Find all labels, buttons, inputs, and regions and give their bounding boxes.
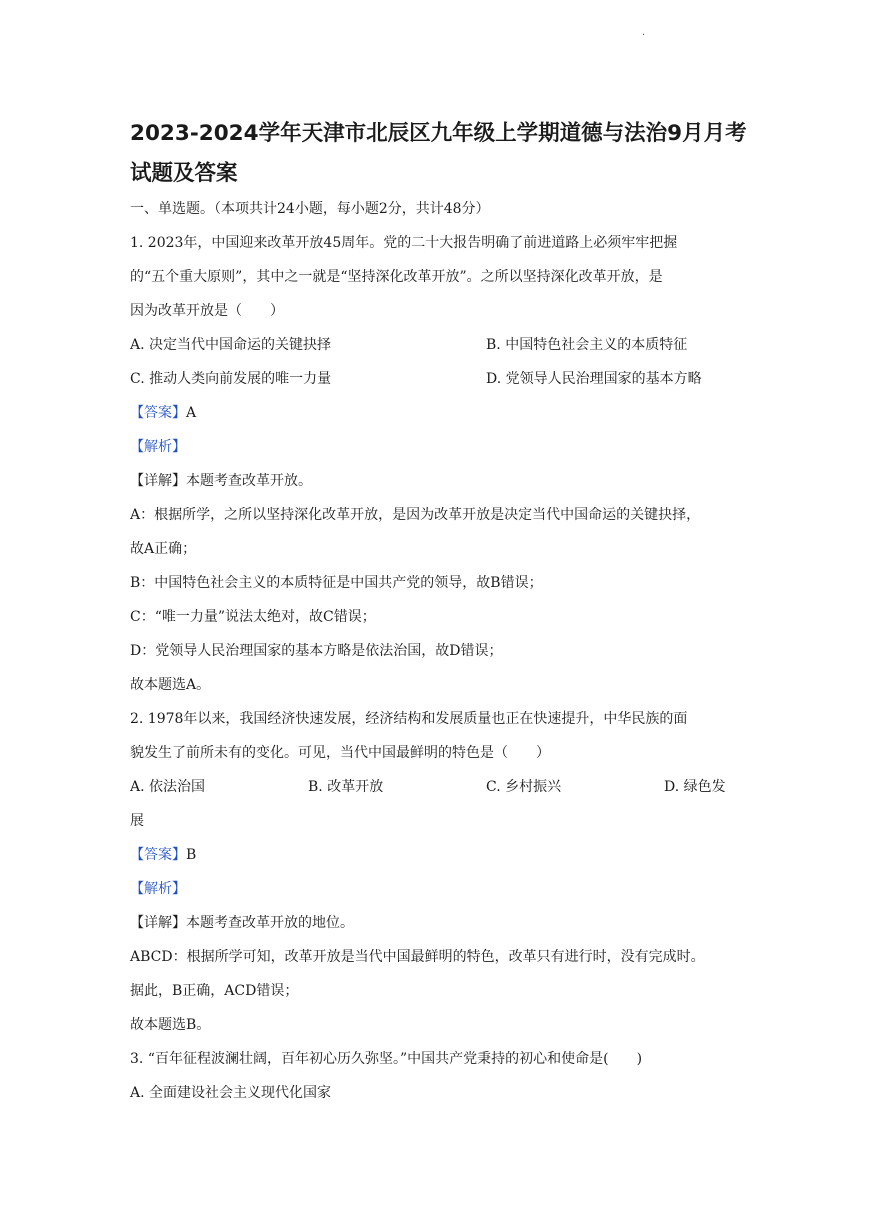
q3-stem: 3. “百年征程波澜壮阔，百年初心历久弥坚。”中国共产党秉持的初心和使命是( ) [130,1051,643,1067]
q3-option-a: A. 全面建设社会主义现代化国家 [130,1085,332,1101]
q1-analysis-tag: 【解析】 [130,439,186,455]
q1-stem-line1: 1. 2023年，中国迎来改革开放45周年。党的二十大报告明确了前进道路上必须牢牢把握 [130,235,678,251]
q1-option-c: C. 推动人类向前发展的唯一力量 [130,371,332,387]
q2-option-d: D. 绿色发 [664,779,726,795]
q2-option-a: A. 依法治国 [130,779,206,795]
header-mark: · [642,30,646,41]
q1-conclusion: 故本题选A。 [130,677,211,693]
q2-option-b: B. 改革开放 [308,779,384,795]
section-heading: 一、单选题。（本项共计24小题，每小题2分，共计48分） [130,201,490,217]
q2-explanation-line1: ABCD：根据所学可知，改革开放是当代中国最鲜明的特色，改革只有进行时，没有完成时。 [130,949,705,965]
q2-option-c: C. 乡村振兴 [486,779,562,795]
q2-answer [130,845,196,865]
q1-option-d: D. 党领导人民治理国家的基本方略 [486,371,702,387]
q1-detail: 【详解】本题考查改革开放。 [130,473,312,489]
answer-tag: 【答案】 [130,405,186,421]
q2-conclusion: 故本题选B。 [130,1017,211,1033]
q1-stem-line3: 因为改革开放是（ ） [130,303,284,319]
q1-explanation-b: B：中国特色社会主义的本质特征是中国共产党的领导，故B错误； [130,575,543,591]
answer-value: A [186,405,197,421]
q1-explanation-a-line1: A：根据所学，之所以坚持深化改革开放，是因为改革开放是决定当代中国命运的关键抉择， [130,507,701,523]
answer-value: B [186,847,197,863]
answer-tag: 【答案】 [130,847,186,863]
q1-explanation-c: C：“唯一力量”说法太绝对，故C错误； [130,609,376,625]
q1-explanation-d: D：党领导人民治理国家的基本方略是依法治国，故D错误； [130,643,503,659]
q2-detail: 【详解】本题考查改革开放的地位。 [130,915,354,931]
q2-analysis-tag: 【解析】 [130,881,186,897]
q2-stem-line2: 貌发生了前所未有的变化。可见，当代中国最鲜明的特色是（ ） [130,745,550,761]
q1-stem-line2: 的“五个重大原则”，其中之一就是“坚持深化改革开放”。之所以坚持深化改革开放，是 [130,269,663,285]
q2-option-d-wrap: 展 [130,813,144,829]
q1-option-b: B. 中国特色社会主义的本质特征 [486,337,688,353]
q2-stem-line1: 2. 1978年以来，我国经济快速发展，经济结构和发展质量也正在快速提升，中华民族的面 [130,711,688,727]
page-title: 2023-2024学年天津市北辰区九年级上学期道德与法治9月月考试题及答案 [130,121,747,186]
q1-explanation-a-line2: 故A正确； [130,541,197,557]
q1-answer [130,403,196,423]
q1-option-a: A. 决定当代中国命运的关键抉择 [130,337,332,353]
q2-explanation-line2: 据此，B正确，ACD错误； [130,983,299,999]
